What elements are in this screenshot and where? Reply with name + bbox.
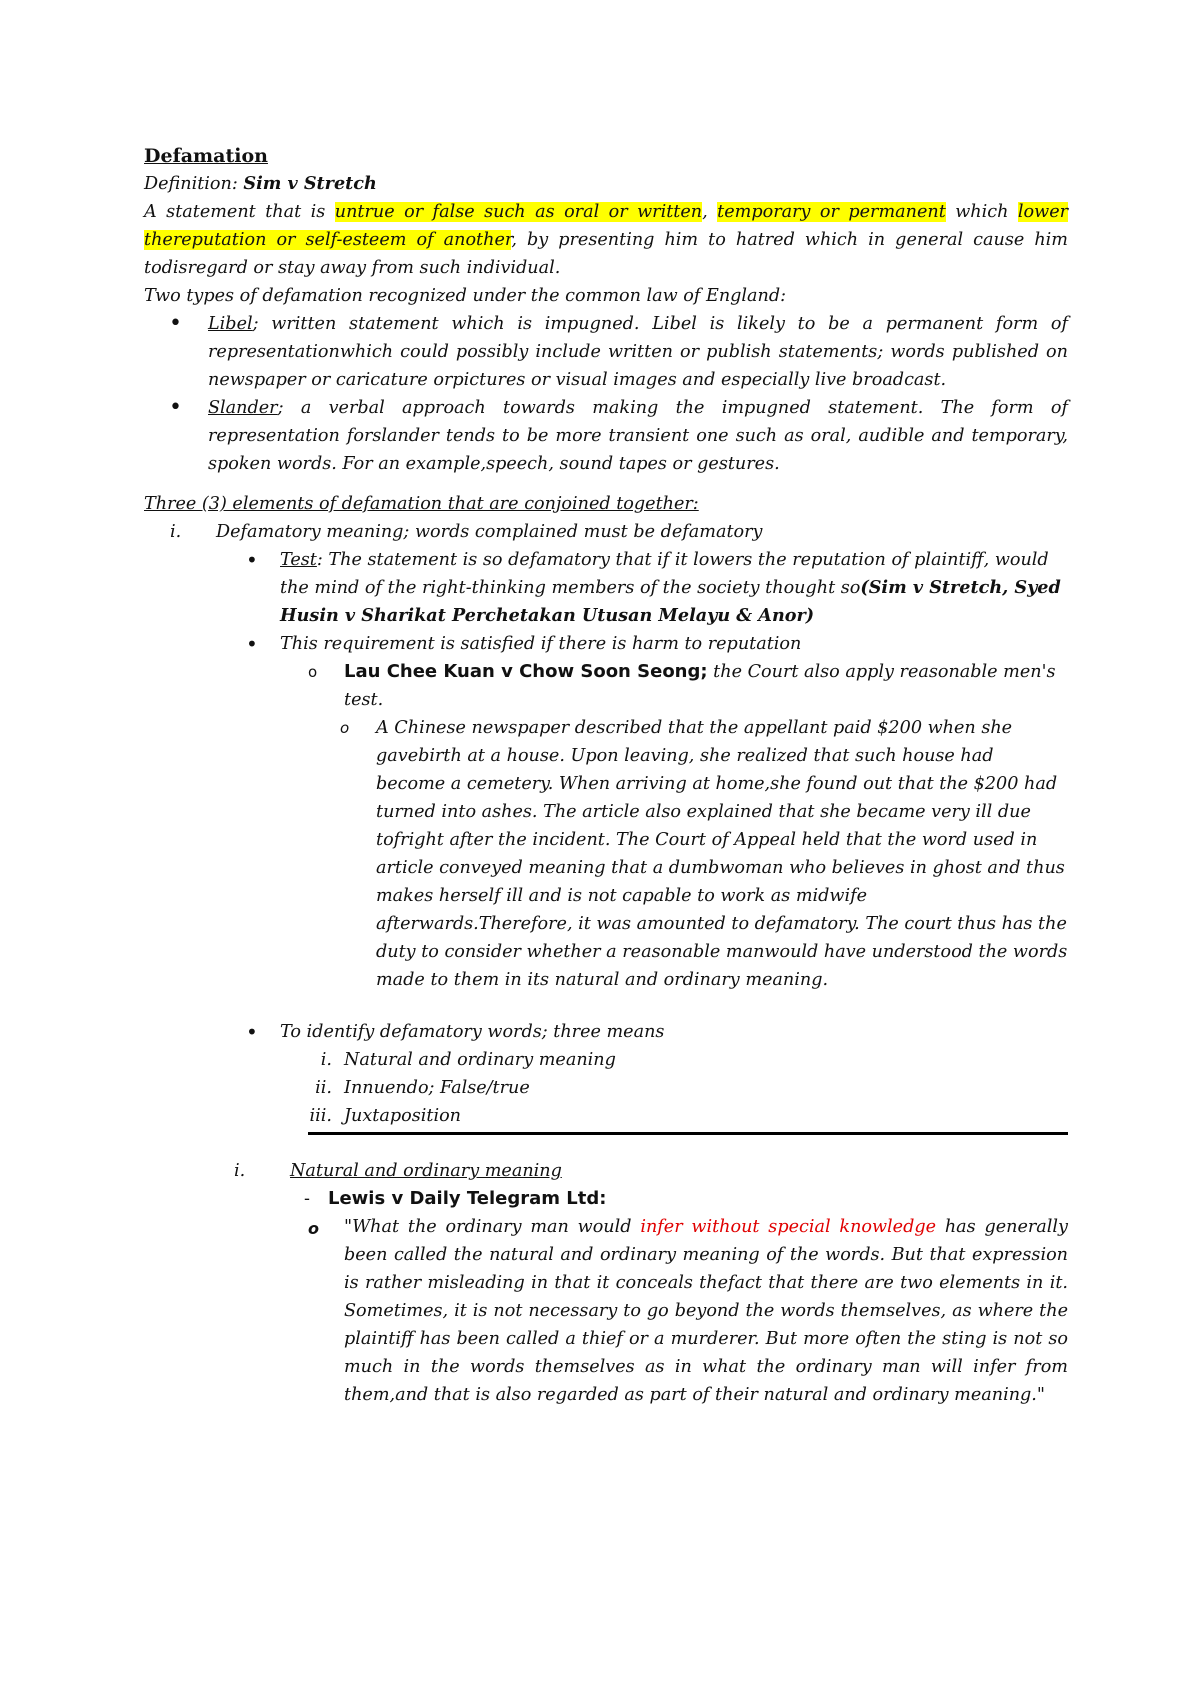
spacer <box>144 994 1068 1018</box>
means-text: Innuendo; False/true <box>344 1078 530 1098</box>
para-text: , <box>702 202 718 222</box>
bullet-icon: • <box>246 1020 258 1044</box>
circle-bullet-icon: o <box>308 1219 319 1238</box>
identify-text: To identify defamatory words; three means <box>280 1022 665 1042</box>
para-text: which <box>945 202 1018 222</box>
dash-marker: - <box>304 1189 310 1209</box>
case-tail: the Court also apply reasonable men's test. <box>344 662 1056 710</box>
para-text: A statement that is <box>144 202 335 222</box>
case-facts-text: A Chinese newspaper described that the appellant paid $200 when she gavebirth at a house. Upon leaving, she realized that such house had become a cemetery. When arriving at home,she found out that the $200 had turned into ashes. The article also explained that she became very ill due tofright after the incident. The Court of Appeal held that the word used in article conveyed meaning that a dumbwoman who believes in ghost and thus makes herself ill and is not capable to work as midwife afterwards.Therefore, it was amounted to defamatory. The court thus has the duty to consider whether a reasonable manwould have understood the words made to them in its natural and ordinary meaning. <box>376 718 1068 990</box>
type-text: ; written statement which is impugned. Libel is likely to be a permanent form of representationwhich could possibly include written or publish statements; words published on newspaper or caricature orpictures or visual images and especially live broadcast. <box>208 314 1068 390</box>
type-libel <box>144 310 1068 394</box>
element-text: Defamatory meaning; words complained must be defamatory <box>216 522 763 542</box>
test-label: Test <box>280 550 317 570</box>
means-item <box>144 1102 1068 1130</box>
definition-case: Sim v Stretch <box>243 173 377 194</box>
types-list <box>144 310 1068 478</box>
identify-item <box>144 1018 1068 1046</box>
highlight-untrue: untrue or false such as oral or written <box>334 202 703 222</box>
element-number: i. <box>170 522 182 542</box>
requirement-item <box>144 630 1068 658</box>
element-1 <box>144 518 1068 546</box>
type-text: ; a verbal approach towards making the impugned statement. The form of representation forslander tends to be more transient one such as oral, audible and temporary, spoken words. For an example,speech, sound tapes or gestures. <box>208 398 1068 474</box>
para-text: , by presenting him to hatred which in general cause him todisregard or stay away from such individual. <box>144 230 1068 278</box>
type-term: Slander <box>208 398 278 418</box>
case-facts <box>144 714 1068 994</box>
definition-colon: : <box>231 174 238 194</box>
case-name: Lau Chee Kuan v Chow Soon Seong; <box>344 661 708 682</box>
type-term: Libel <box>208 314 253 334</box>
definition-line <box>144 170 1068 198</box>
natural-heading <box>144 1157 1068 1185</box>
means-text: Natural and ordinary meaning <box>344 1050 616 1070</box>
means-number: iii. <box>309 1106 332 1126</box>
type-slander <box>144 394 1068 478</box>
highlight-reputation: lower thereputation or self-esteem of another <box>144 202 1069 250</box>
test-text: : The statement is so defamatory that if it lowers the reputation of plaintiff, would the mind of the right-thinking members of the society thought so <box>280 550 1049 598</box>
horizontal-rule <box>308 1132 1068 1135</box>
means-item <box>144 1046 1068 1074</box>
case-name: Lewis v Daily Telegram Ltd: <box>328 1188 607 1209</box>
circle-bullet-icon: o <box>340 719 350 737</box>
means-number: ii. <box>315 1078 332 1098</box>
bullet-icon: • <box>246 632 258 656</box>
means-number: i. <box>320 1050 332 1070</box>
case-lewis <box>144 1185 1068 1213</box>
natural-heading-text: Natural and ordinary meaning <box>290 1161 562 1181</box>
natural-number: i. <box>234 1161 246 1181</box>
elements-heading: Three (3) elements of defamation that are conjoined together: <box>144 494 699 514</box>
highlight-temporary: temporary or permanent <box>717 202 946 222</box>
quote-red: infer without special knowledge <box>640 1217 937 1237</box>
document-title: Defamation <box>144 145 268 167</box>
circle-bullet-icon: o <box>308 663 318 681</box>
definition-label: Definition <box>144 174 232 194</box>
quote-end: has generally been called the natural and ordinary meaning of the words. But that expression is rather misleading in that it conceals thefact that there are two elements in it. Sometimes, it is not necessary to go beyond the words themselves, as where the plaintiff has been called a thief or a murderer. But more often the sting is not so much in the words themselves as in what the ordinary man will infer from them,and that is also regarded as part of their natural and ordinary meaning." <box>344 1217 1068 1405</box>
test-item <box>144 546 1068 630</box>
types-intro: Two types of defamation recognized under the common law of England: <box>144 286 787 306</box>
test-cases: (Sim v Stretch, Syed Husin v Sharikat Perchetakan Utusan Melayu & Anor) <box>280 577 1061 626</box>
means-text: Juxtaposition <box>344 1106 461 1126</box>
definition-paragraph <box>144 198 1068 282</box>
case-lau-chee-kuan <box>144 658 1068 714</box>
lewis-quote <box>144 1213 1068 1409</box>
means-item <box>144 1074 1068 1102</box>
requirement-text: This requirement is satisfied if there is harm to reputation <box>280 634 802 654</box>
bullet-icon: • <box>246 548 258 572</box>
quote-start: "What the ordinary man would <box>344 1217 641 1237</box>
